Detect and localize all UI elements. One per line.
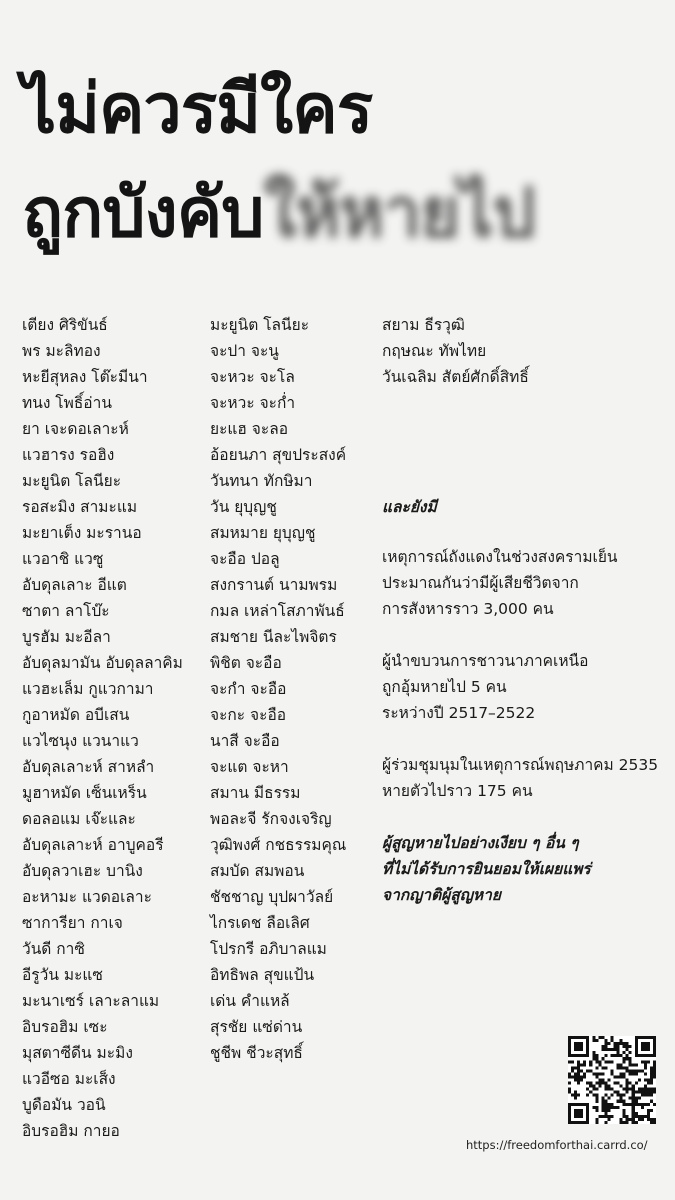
- name-entry: อับดุลเลาะ อีแต: [22, 576, 127, 594]
- qr-code-icon[interactable]: [568, 1036, 656, 1124]
- name-entry: โปรกรี อภิบาลแม: [210, 940, 327, 958]
- name-entry: ดอลอแม เจ๊ะและ: [22, 810, 136, 828]
- name-entry: อับดุลเลาะห์ อาบูคอรี: [22, 836, 164, 854]
- info-line: ผู้ร่วมชุมนุมในเหตุการณ์พฤษภาคม 2535: [382, 756, 659, 774]
- name-entry: บูรฮัม มะอีลา: [22, 628, 111, 646]
- name-entry: ชูชีพ ชีวะสุทธิ์: [210, 1044, 303, 1062]
- name-entry: จะอือ ปอลู: [210, 550, 280, 568]
- name-entry: เด่น คำแหล้: [210, 992, 290, 1010]
- name-entry: เตียง ศิริขันธ์: [22, 316, 108, 334]
- name-entry: ยา เจะดอเลาะห์: [22, 420, 129, 438]
- name-entry: สุรชัย แซ่ด่าน: [210, 1018, 303, 1036]
- name-entry: แวไซนุง แวนาแว: [22, 732, 139, 750]
- name-entry: กมล เหล่าโสภาพันธ์: [210, 602, 345, 620]
- name-entry: จะกะ จะอือ: [210, 706, 287, 724]
- name-entry: มุสตาซีดีน มะมิง: [22, 1044, 133, 1062]
- name-entry: วันเฉลิม สัตย์ศักดิ์สิทธิ์: [382, 368, 529, 386]
- name-entry: วันดี กาซิ: [22, 940, 85, 958]
- name-entry: จะหวะ จะโล: [210, 368, 295, 386]
- info-line: ประมาณกันว่ามีผู้เสียชีวิตจาก: [382, 574, 579, 592]
- info-line: ถูกอุ้มหายไป 5 คน: [382, 678, 507, 696]
- name-entry: สมาน มีธรรม: [210, 784, 301, 802]
- name-entry: ซาการียา กาเจ: [22, 914, 123, 932]
- name-entry: ไกรเดช ลือเลิศ: [210, 914, 310, 932]
- name-entry: สงกรานต์ นามพรม: [210, 576, 338, 594]
- name-entry: อิบรอฮิม กายอ: [22, 1122, 120, 1140]
- poster-title: [22, 58, 662, 266]
- name-entry: วันทนา ทักษิมา: [210, 472, 313, 490]
- name-entry: จะแต จะหา: [210, 758, 289, 776]
- name-entry: อิทธิพล สุขแป้น: [210, 966, 315, 984]
- name-entry: วุฒิพงศ์ กชธรรมคุณ: [210, 836, 347, 854]
- names-column-2: [210, 312, 346, 1066]
- info-paragraph-4: [382, 830, 591, 908]
- also-heading: และยังมี: [382, 498, 437, 516]
- title-line-1: ไม่ควรมีใคร: [22, 70, 373, 149]
- info-line: ผู้สูญหายไปอย่างเงียบ ๆ อื่น ๆ: [382, 834, 579, 852]
- name-entry: อ้อยนภา สุขประสงค์: [210, 446, 347, 464]
- name-entry: มะนาเซร์ เลาะลาแม: [22, 992, 160, 1010]
- name-entry: จะปา จะนู: [210, 342, 279, 360]
- name-entry: จะกำ จะอือ: [210, 680, 287, 698]
- title-line-2: [22, 162, 662, 266]
- names-column-3: [382, 312, 529, 390]
- name-entry: ชัชชาญ บุปผาวัลย์: [210, 888, 334, 906]
- name-entry: วัน ยุบุญชู: [210, 498, 277, 516]
- name-entry: พร มะลิทอง: [22, 342, 101, 360]
- name-entry: อับดุลเลาะห์ สาหลำ: [22, 758, 155, 776]
- name-entry: แวฮะเล็ม กูแวกามา: [22, 680, 154, 698]
- name-entry: แวอาชิ แวซู: [22, 550, 104, 568]
- name-entry: บูดือมัน วอนิ: [22, 1096, 106, 1114]
- info-line: ระหว่างปี 2517–2522: [382, 704, 536, 722]
- info-line: การสังหารราว 3,000 คน: [382, 600, 554, 618]
- name-entry: พิชิต จะอือ: [210, 654, 282, 672]
- name-entry: อับดุลมามัน อับดุลลาคิม: [22, 654, 183, 672]
- name-entry: สมชาย นีละไพจิตร: [210, 628, 337, 646]
- info-line: เหตุการณ์ถังแดงในช่วงสงครามเย็น: [382, 548, 618, 566]
- name-entry: รอสะมิง สามะแม: [22, 498, 138, 516]
- name-entry: มูฮาหมัด เซ็นเหร็น: [22, 784, 147, 802]
- title-line-2-blurred: ให้หายไป: [263, 174, 535, 253]
- name-entry: กฤษณะ ทัพไทย: [382, 342, 487, 360]
- name-entry: อะหามะ แวดอเลาะ: [22, 888, 152, 906]
- name-entry: กูอาหมัด อบีเสน: [22, 706, 130, 724]
- name-entry: มะยูนิต โลนียะ: [22, 472, 122, 490]
- name-entry: พอละจี รักจงเจริญ: [210, 810, 332, 828]
- name-entry: อีรูวัน มะแซ: [22, 966, 103, 984]
- name-entry: ยะแฮ จะลอ: [210, 420, 288, 438]
- name-entry: สยาม ธีรวุฒิ: [382, 316, 465, 334]
- info-line: หายตัวไปราว 175 คน: [382, 782, 533, 800]
- website-url[interactable]: https://freedomforthai.carrd.co/: [466, 1138, 648, 1152]
- name-entry: นาสี จะอือ: [210, 732, 280, 750]
- info-line: จากญาติผู้สูญหาย: [382, 886, 501, 904]
- name-entry: ทนง โพธิ์อ่าน: [22, 394, 112, 412]
- name-entry: อิบรอฮิม เซะ: [22, 1018, 108, 1036]
- title-line-2-main: ถูกบังคับ: [22, 174, 264, 253]
- name-entry: แวฮารง รอฮิง: [22, 446, 115, 464]
- info-paragraph-1: [382, 544, 618, 622]
- name-entry: ซาตา ลาโบ๊ะ: [22, 602, 110, 620]
- name-entry: หะยีสุหลง โต๊ะมีนา: [22, 368, 148, 386]
- name-entry: จะหวะ จะก่ำ: [210, 394, 296, 412]
- name-entry: อับดุลวาเฮะ บานิง: [22, 862, 143, 880]
- info-paragraph-3: [382, 752, 658, 804]
- name-entry: มะยูนิต โลนียะ: [210, 316, 310, 334]
- info-line: ผู้นำขบวนการชาวนาภาคเหนือ: [382, 652, 589, 670]
- name-entry: สมหมาย ยุบุญชู: [210, 524, 316, 542]
- name-entry: สมบัด สมพอน: [210, 862, 305, 880]
- info-line: ที่ไม่ได้รับการยินยอมให้เผยแพร่: [382, 860, 591, 878]
- info-paragraph-2: [382, 648, 588, 726]
- name-entry: แวอีซอ มะเส็ง: [22, 1070, 116, 1088]
- names-column-1: [22, 312, 183, 1144]
- name-entry: มะยาเต็ง มะรานอ: [22, 524, 142, 542]
